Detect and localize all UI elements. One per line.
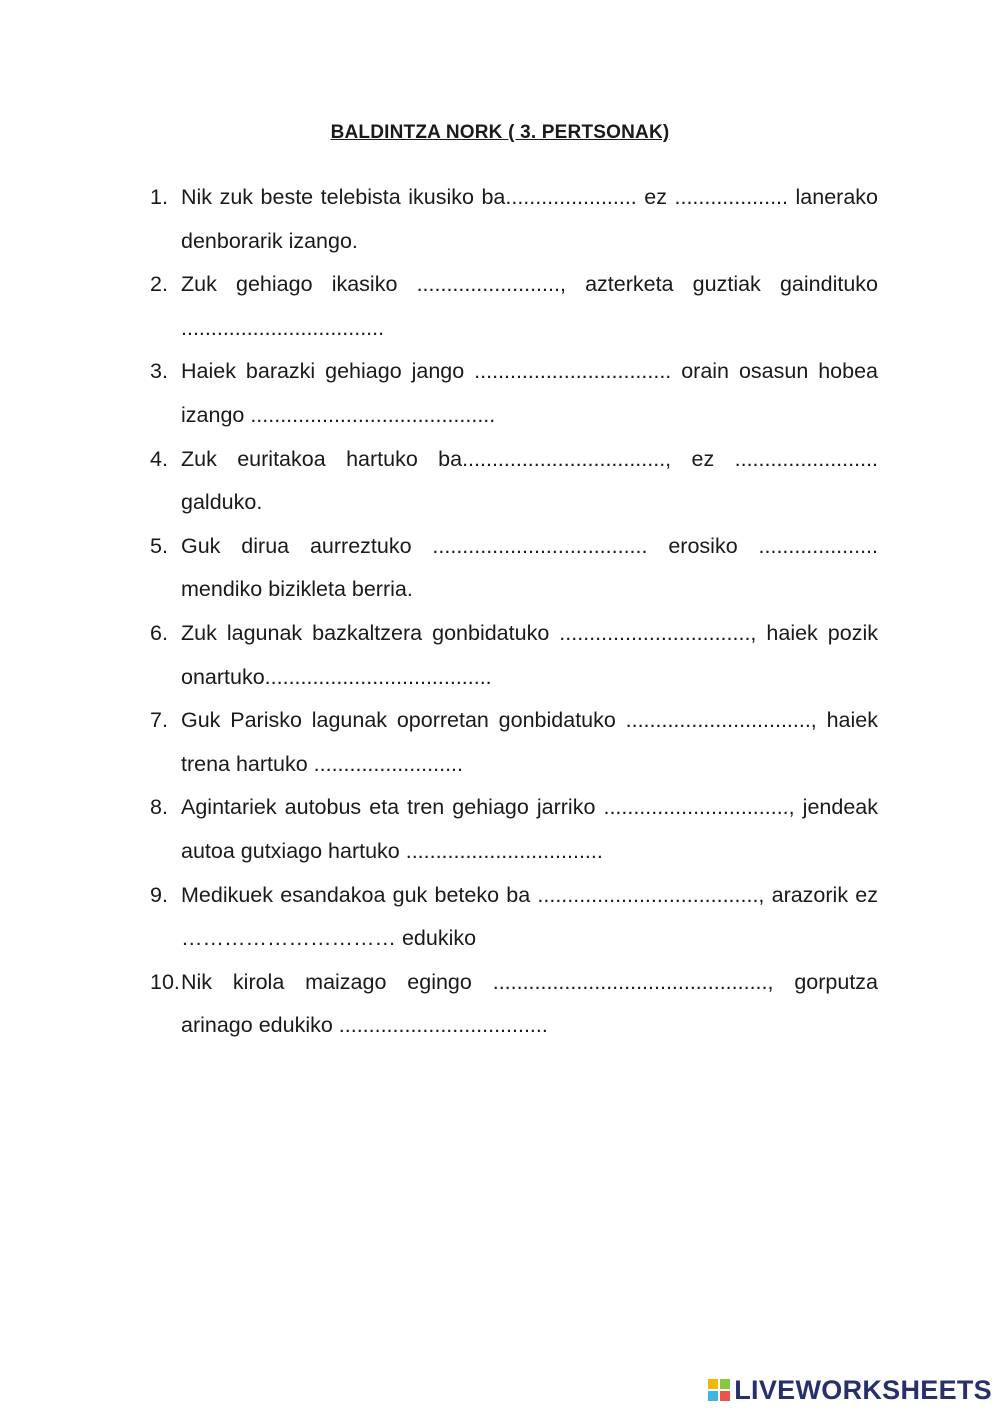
item-number: 1. <box>150 185 168 209</box>
list-item <box>150 699 878 786</box>
item-number: 5. <box>150 533 168 558</box>
list-item <box>150 263 878 350</box>
item-number: 10. <box>150 969 180 994</box>
exercise-list <box>150 176 878 1048</box>
list-item <box>150 525 878 612</box>
item-number: 2. <box>150 272 168 297</box>
item-number: 8. <box>150 795 168 820</box>
item-text: Haiek barazki gehiago jango ................................. orain osasun hobea izango ......................................... <box>181 359 878 427</box>
liveworksheets-logo[interactable] <box>708 1375 992 1405</box>
item-text: Agintariek autobus eta tren gehiago jarriko ..............................., jendeak autoa gutxiago hartuko ................................. <box>181 795 878 863</box>
item-text: Guk dirua aurreztuko .................................... erosiko .................... mendiko bizikleta berria. <box>181 533 878 602</box>
item-text: Nik kirola maizago egingo .............................................., gorputza arinago edukiko ................................... <box>181 969 878 1038</box>
list-item <box>150 350 878 437</box>
item-number: 9. <box>150 882 168 907</box>
item-number: 4. <box>150 446 168 471</box>
item-text: Zuk lagunak bazkaltzera gonbidatuko ................................, haiek pozik onartuko...................................... <box>181 620 878 689</box>
list-item <box>150 961 878 1048</box>
item-text: Zuk euritakoa hartuko ba.................................., ez ........................ galduko. <box>181 446 878 515</box>
item-text: Nik zuk beste telebista ikusiko ba...................... ez ................... lanerako denborarik izango. <box>181 185 878 253</box>
list-item <box>150 786 878 873</box>
item-text: Medikuek esandakoa guk beteko ba ....................................., arazorik ez ………………………… edukiko <box>181 882 878 951</box>
page-title: BALDINTZA NORK ( 3. PERTSONAK) <box>330 122 670 143</box>
list-item <box>150 874 878 961</box>
list-item <box>150 438 878 525</box>
item-text: Zuk gehiago ikasiko ........................, azterketa guztiak gaindituko .................................. <box>181 272 878 340</box>
brand-name: LIVEWORKSHEETS <box>734 1374 992 1405</box>
list-item <box>150 176 878 263</box>
liveworksheets-logo-icon <box>708 1379 730 1401</box>
item-number: 6. <box>150 620 168 645</box>
item-number: 7. <box>150 708 168 733</box>
item-text: Guk Parisko lagunak oporretan gonbidatuko ..............................., haiek trena hartuko ......................... <box>181 708 878 776</box>
item-number: 3. <box>150 359 168 384</box>
list-item <box>150 612 878 699</box>
